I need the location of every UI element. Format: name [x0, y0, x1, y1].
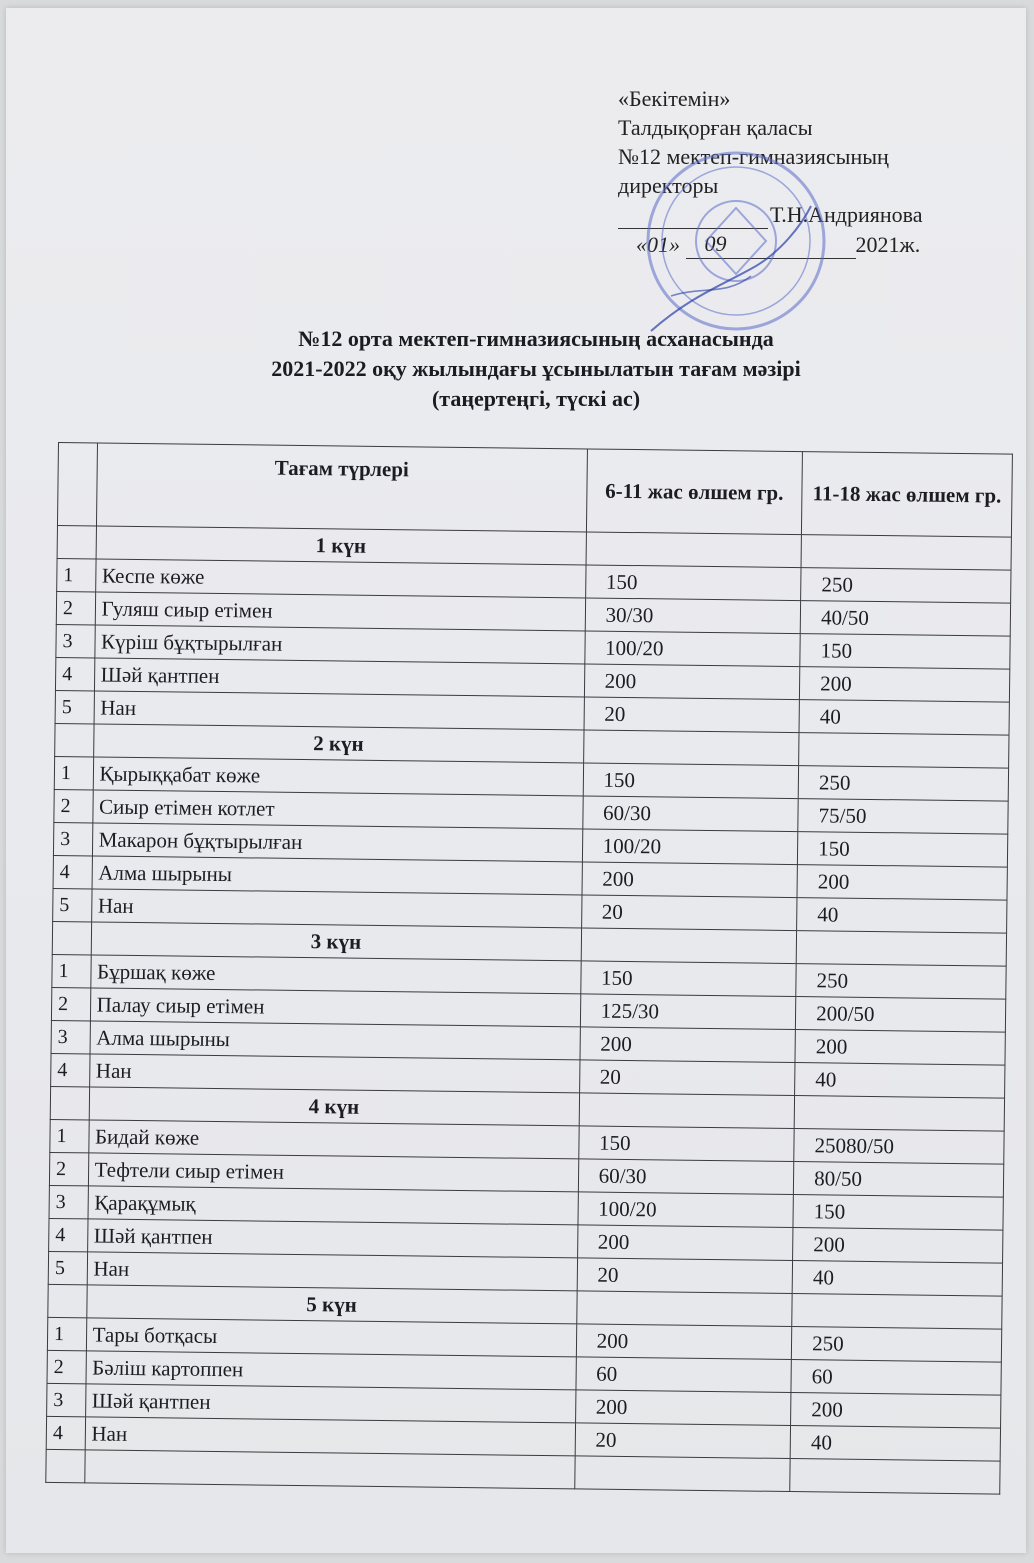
row-number: 4 — [55, 657, 94, 690]
row-number: 1 — [57, 558, 96, 591]
portion-11-18: 200 — [793, 1228, 1003, 1264]
date-month: 09 — [704, 231, 727, 256]
portion-11-18: 40 — [790, 1426, 1000, 1462]
dish-name: Тары ботқасы — [86, 1318, 576, 1357]
portion-6-11: 20 — [579, 1060, 795, 1096]
portion-11-18: 150 — [798, 832, 1008, 868]
dish-name: Қарақұмық — [88, 1186, 578, 1225]
table-header-row — [57, 443, 1012, 538]
dish-name: Кеспе көже — [95, 559, 585, 598]
day-empty-cell — [581, 928, 797, 964]
portion-6-11: 125/30 — [580, 994, 796, 1030]
portion-6-11: 200 — [580, 1027, 796, 1063]
menu-table-body — [46, 525, 1012, 1494]
portion-11-18: 200 — [791, 1393, 1001, 1429]
dish-name: Тефтели сиыр етімен — [88, 1153, 578, 1192]
portion-6-11: 150 — [578, 1126, 794, 1162]
portion-6-11: 200 — [575, 1390, 791, 1426]
portion-6-11: 60 — [576, 1357, 792, 1393]
row-number: 1 — [52, 954, 91, 987]
dish-name: Бәліш картоппен — [86, 1351, 576, 1390]
menu-table-wrapper — [45, 442, 1013, 1495]
portion-11-18: 200 — [797, 865, 1007, 901]
portion-11-18: 200 — [795, 1030, 1005, 1066]
portion-11-18: 40 — [797, 898, 1007, 934]
portion-6-11: 100/20 — [584, 631, 800, 667]
row-number: 3 — [53, 822, 92, 855]
approval-line-2: Талдықорған қаласы — [618, 115, 813, 140]
day-index-cell — [57, 525, 96, 558]
portion-6-11: 20 — [577, 1258, 793, 1294]
portion-6-11: 100/20 — [578, 1192, 794, 1228]
day-index-cell — [48, 1284, 87, 1317]
row-number: 4 — [51, 1053, 90, 1086]
portion-11-18: 60 — [791, 1360, 1001, 1396]
dish-name: Макарон бұқтырылған — [92, 823, 582, 862]
date-underline — [686, 229, 746, 259]
day-empty-cell — [586, 532, 802, 568]
dish-name: Палау сиыр етімен — [90, 988, 580, 1027]
portion-6-11: 100/20 — [582, 829, 798, 865]
date-year: 2021ж. — [855, 232, 921, 257]
portion-11-18: 40 — [795, 1063, 1005, 1099]
row-number: 3 — [56, 624, 95, 657]
row-number: 4 — [46, 1416, 85, 1449]
portion-6-11: 20 — [581, 895, 797, 931]
portion-6-11: 20 — [575, 1423, 791, 1459]
portion-11-18: 250 — [796, 964, 1006, 1000]
date-underline-2 — [746, 258, 856, 259]
portion-6-11: 200 — [577, 1225, 793, 1261]
row-number: 3 — [49, 1185, 88, 1218]
portion-11-18: 150 — [793, 1195, 1003, 1231]
signer-name: Т.Н.Андриянова — [770, 202, 923, 227]
row-number: 3 — [51, 1020, 90, 1053]
day-index-cell — [50, 1086, 89, 1119]
day-index-cell — [55, 723, 94, 756]
empty-cell — [574, 1456, 790, 1492]
dish-name: Нан — [87, 1252, 577, 1291]
day-label: 2 күн — [93, 724, 583, 763]
row-number: 2 — [56, 591, 95, 624]
day-label: 4 күн — [89, 1087, 579, 1126]
menu-table — [45, 442, 1013, 1495]
dish-name: Шәй қантпен — [87, 1219, 577, 1258]
day-label: 1 күн — [96, 526, 586, 565]
portion-6-11: 60/30 — [582, 796, 798, 832]
row-number: 1 — [50, 1119, 89, 1152]
dish-name: Бидай көже — [88, 1120, 578, 1159]
document-title — [156, 324, 916, 414]
approval-line-1: «Бекітемін» — [618, 86, 731, 111]
header-index — [57, 443, 97, 526]
row-number: 2 — [49, 1152, 88, 1185]
dish-name: Нан — [94, 691, 584, 730]
portion-11-18: 40/50 — [800, 601, 1010, 637]
day-empty-cell — [796, 931, 1006, 967]
dish-name: Алма шырыны — [90, 1021, 580, 1060]
empty-cell — [84, 1450, 574, 1489]
dish-name: Нан — [89, 1054, 579, 1093]
row-number: 4 — [49, 1218, 88, 1251]
approval-line-3: №12 мектеп-гимназиясының — [618, 144, 889, 169]
day-empty-cell — [583, 730, 799, 766]
portion-6-11: 30/30 — [585, 598, 801, 634]
day-empty-cell — [576, 1291, 792, 1327]
header-age-11-18: 11-18 жас өлшем гр. — [802, 452, 1013, 538]
row-number: 5 — [48, 1251, 87, 1284]
dish-name: Алма шырыны — [92, 856, 582, 895]
dish-name: Сиыр етімен котлет — [92, 790, 582, 829]
portion-6-11: 200 — [584, 664, 800, 700]
dish-name: Қырыққабат көже — [93, 757, 583, 796]
header-dish-types: Тағам түрлері — [96, 443, 587, 532]
portion-6-11: 150 — [585, 565, 801, 601]
dish-name: Шәй қантпен — [85, 1384, 575, 1423]
day-empty-cell — [792, 1294, 1002, 1330]
day-index-cell — [52, 921, 91, 954]
day-empty-cell — [801, 535, 1011, 571]
portion-6-11: 20 — [584, 697, 800, 733]
portion-11-18: 75/50 — [798, 799, 1008, 835]
day-empty-cell — [579, 1093, 795, 1129]
portion-11-18: 40 — [799, 700, 1009, 736]
portion-11-18: 250 — [801, 568, 1011, 604]
day-empty-cell — [794, 1096, 1004, 1132]
dish-name: Гуляш сиыр етімен — [95, 592, 585, 631]
portion-11-18: 40 — [792, 1261, 1002, 1297]
row-number: 2 — [47, 1350, 86, 1383]
date-day: «01» — [636, 232, 680, 257]
day-label: 3 күн — [91, 922, 581, 961]
row-number: 4 — [53, 855, 92, 888]
document-page — [6, 8, 1026, 1553]
row-number: 2 — [51, 987, 90, 1020]
portion-11-18: 80/50 — [793, 1162, 1003, 1198]
portion-11-18: 150 — [800, 634, 1010, 670]
row-number: 5 — [53, 888, 92, 921]
row-number: 5 — [55, 690, 94, 723]
empty-cell — [790, 1459, 1000, 1495]
row-number: 3 — [47, 1383, 86, 1416]
dish-name: Бұршақ көже — [90, 955, 580, 994]
dish-name: Күріш бұқтырылған — [94, 625, 584, 664]
portion-11-18: 250 — [791, 1327, 1001, 1363]
portion-6-11: 60/30 — [578, 1159, 794, 1195]
portion-11-18: 200/50 — [795, 997, 1005, 1033]
portion-11-18: 250 — [798, 766, 1008, 802]
approval-line-4: директоры — [618, 173, 719, 198]
row-number: 1 — [54, 756, 93, 789]
approval-block — [618, 84, 1018, 259]
title-line-2: 2021-2022 оқу жылындағы ұсынылатын тағам мәзірі — [271, 356, 801, 381]
dish-name: Шәй қантпен — [94, 658, 584, 697]
dish-name: Нан — [91, 889, 581, 928]
row-number: 1 — [47, 1317, 86, 1350]
dish-name: Нан — [85, 1417, 575, 1456]
approval-date-line — [618, 229, 1018, 259]
portion-6-11: 150 — [580, 961, 796, 997]
portion-6-11: 150 — [583, 763, 799, 799]
day-label: 5 күн — [86, 1285, 576, 1324]
empty-cell — [46, 1449, 85, 1482]
portion-6-11: 200 — [582, 862, 798, 898]
header-age-6-11: 6-11 жас өлшем гр. — [586, 449, 803, 535]
title-line-1: №12 орта мектеп-гимназиясының асханасында — [298, 326, 774, 351]
portion-6-11: 200 — [576, 1324, 792, 1360]
portion-11-18: 200 — [800, 667, 1010, 703]
portion-11-18: 25080/50 — [794, 1129, 1004, 1165]
row-number: 2 — [54, 789, 93, 822]
approval-signature-line — [618, 200, 1018, 229]
day-empty-cell — [799, 733, 1009, 769]
title-line-3: (таңертеңгі, түскі ас) — [431, 386, 641, 411]
